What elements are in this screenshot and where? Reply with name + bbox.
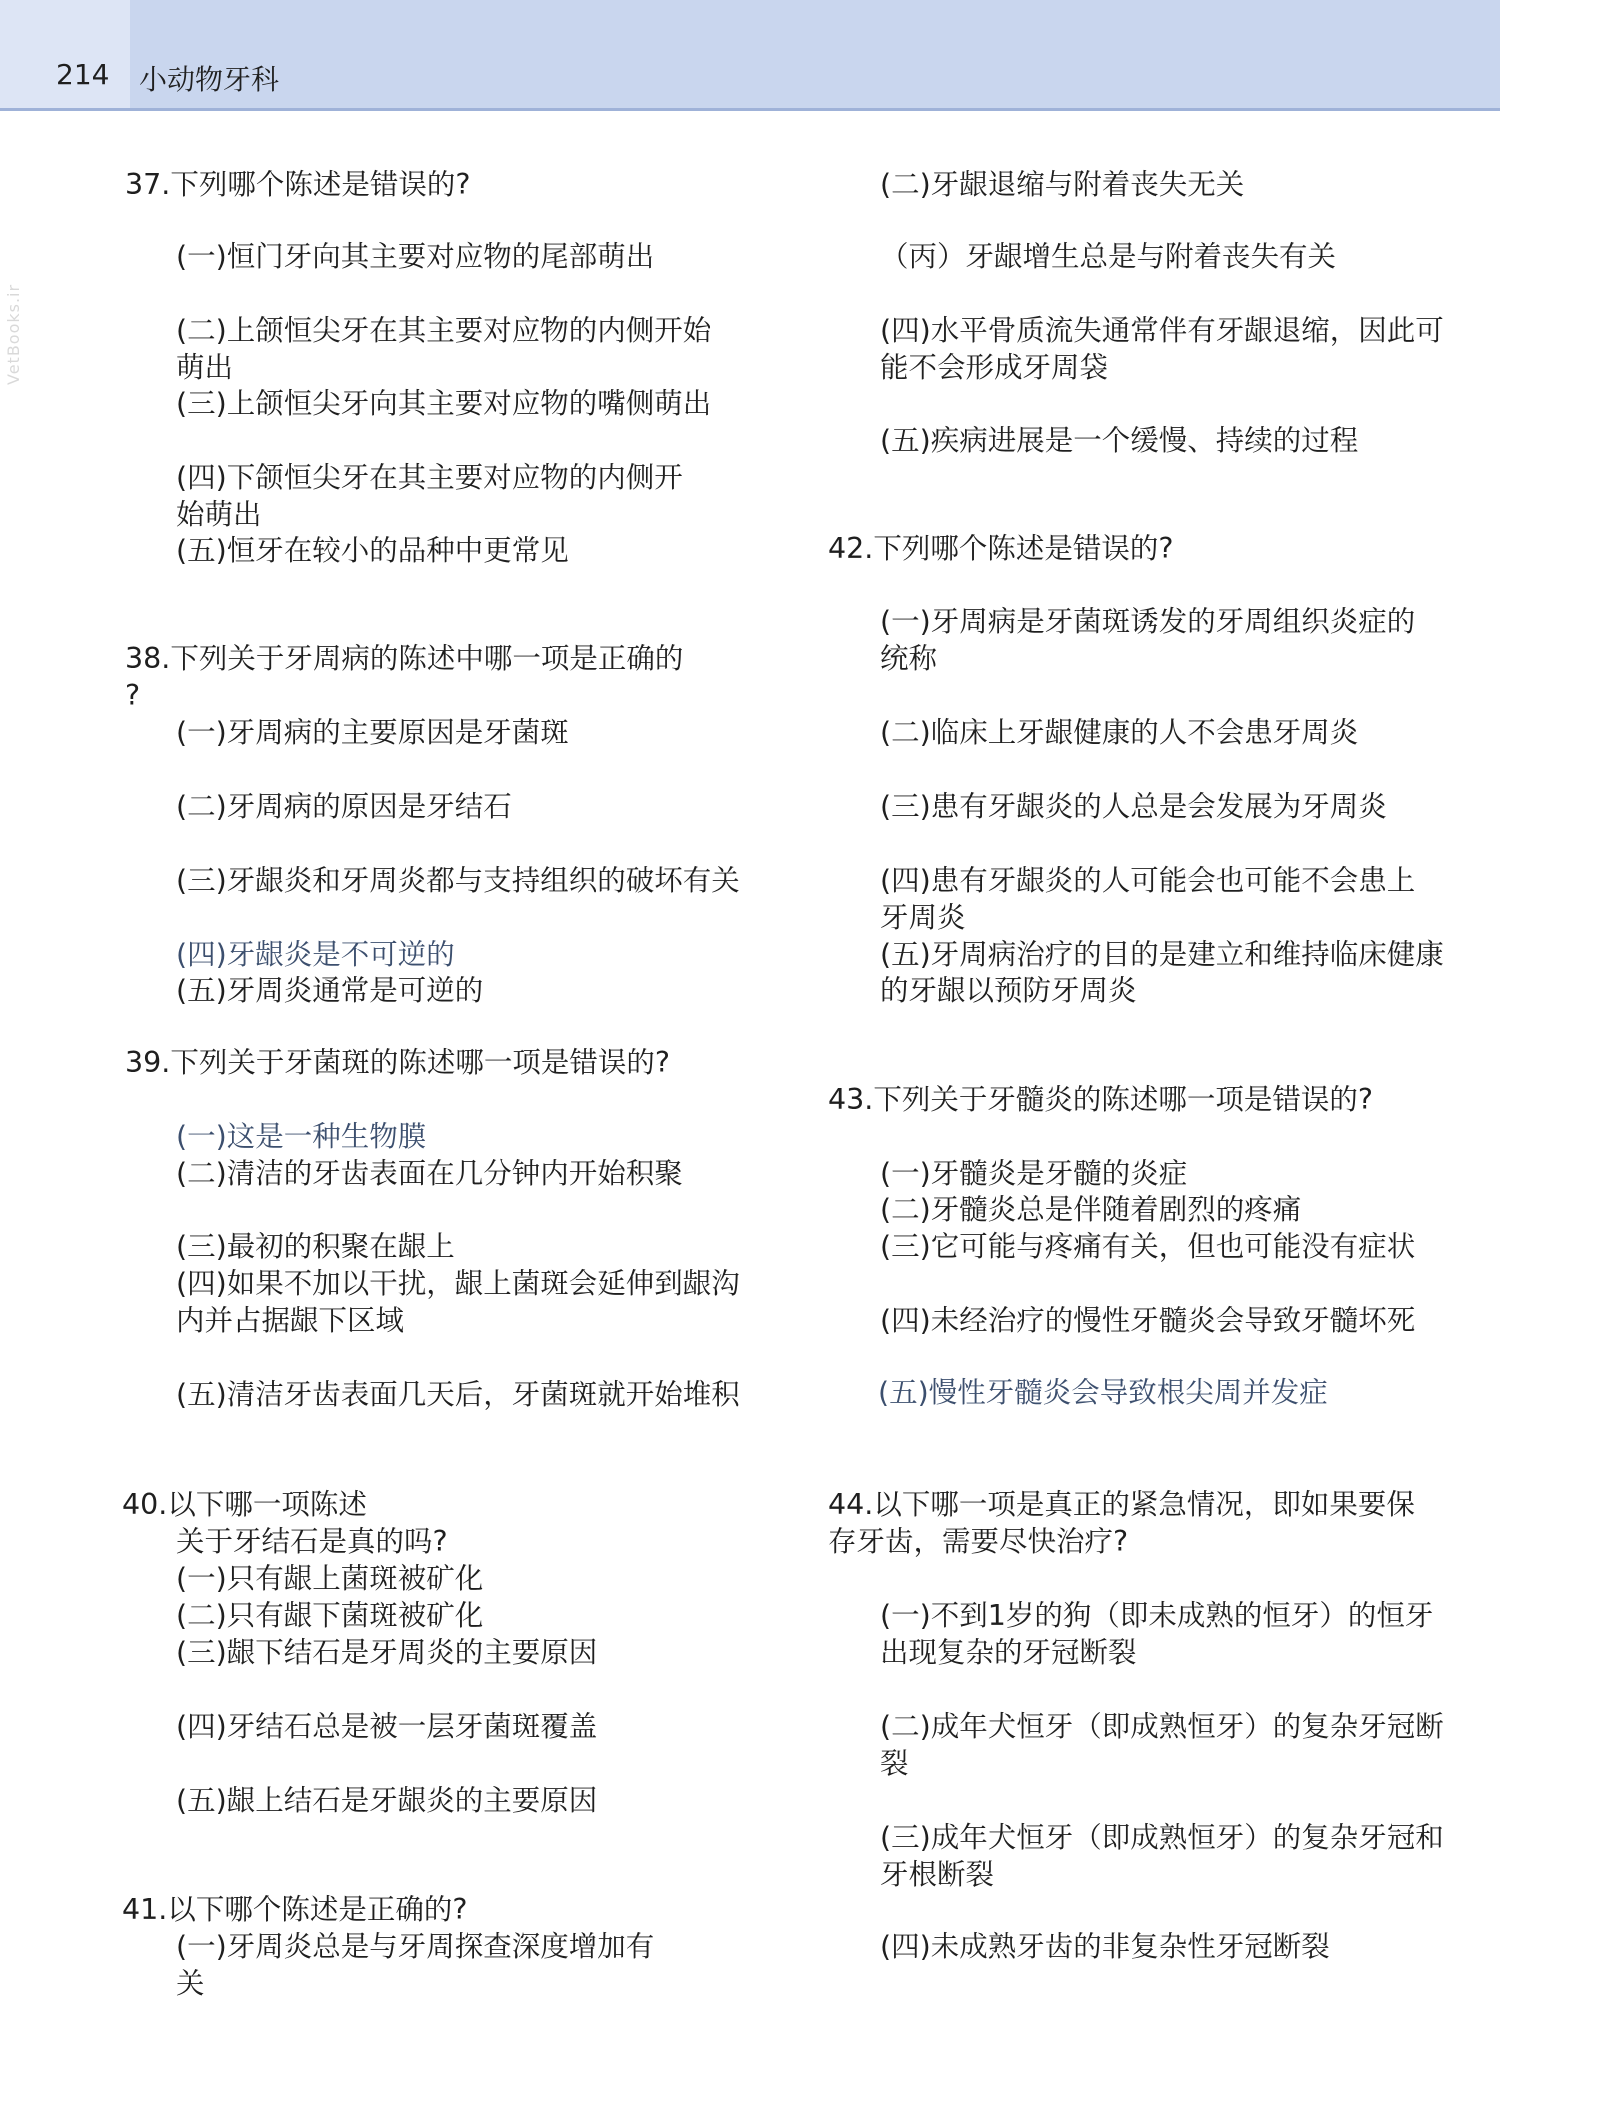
q37-option-a: (一)恒门牙向其主要对应物的尾部萌出 [176, 240, 655, 273]
q38-option-c: (三)牙龈炎和牙周炎都与支持组织的破坏有关 [176, 864, 740, 897]
q42-option-e-line1: (五)牙周病治疗的目的是建立和维持临床健康 [880, 938, 1444, 971]
q42-option-e-line2: 的牙龈以预防牙周炎 [880, 974, 1137, 1007]
q40-option-e: (五)龈上结石是牙龈炎的主要原因 [176, 1784, 598, 1817]
q42-option-a-line1: (一)牙周病是牙菌斑诱发的牙周组织炎症的 [880, 605, 1416, 638]
q38-option-e: (五)牙周炎通常是可逆的 [176, 974, 484, 1007]
question-39: 39.下列关于牙菌斑的陈述哪一项是错误的? [125, 1046, 670, 1079]
q43-option-b: (二)牙髓炎总是伴随着剧烈的疼痛 [880, 1193, 1302, 1226]
question-38-line1: 38.下列关于牙周病的陈述中哪一项是正确的 [125, 642, 684, 675]
question-43: 43.下列关于牙髓炎的陈述哪一项是错误的? [828, 1083, 1373, 1116]
q43-option-e: (五)慢性牙髓炎会导致根尖周并发症 [878, 1376, 1328, 1409]
q39-option-b: (二)清洁的牙齿表面在几分钟内开始积聚 [176, 1157, 683, 1190]
q38-option-b: (二)牙周病的原因是牙结石 [176, 790, 512, 823]
q38-option-a: (一)牙周病的主要原因是牙菌斑 [176, 716, 569, 749]
q44-option-d: (四)未成熟牙齿的非复杂性牙冠断裂 [880, 1930, 1330, 1963]
q37-option-d-line1: (四)下颌恒尖牙在其主要对应物的内侧开 [176, 461, 683, 494]
question-38-line2: ? [125, 679, 141, 712]
q41-option-b: (二)牙龈退缩与附着丧失无关 [880, 168, 1245, 201]
q41-option-a-line2: 关 [176, 1967, 205, 2000]
q43-option-c: (三)它可能与疼痛有关，但也可能没有症状 [880, 1230, 1416, 1263]
q44-option-b-line2: 裂 [880, 1747, 909, 1780]
q42-option-a-line2: 统称 [880, 642, 938, 675]
q40-option-c: (三)龈下结石是牙周炎的主要原因 [176, 1636, 598, 1669]
question-44-line2: 存牙齿，需要尽快治疗? [828, 1525, 1129, 1558]
q41-option-d-line1: (四)水平骨质流失通常伴有牙龈退缩，因此可 [880, 314, 1444, 347]
q44-option-a-line1: (一)不到1岁的狗（即未成熟的恒牙）的恒牙 [880, 1599, 1434, 1632]
question-37: 37.下列哪个陈述是错误的? [125, 168, 471, 201]
q44-option-b-line1: (二)成年犬恒牙（即成熟恒牙）的复杂牙冠断 [880, 1710, 1444, 1743]
q37-option-b-line2: 萌出 [176, 351, 234, 384]
q41-option-c: （丙）牙龈增生总是与附着丧失有关 [880, 240, 1337, 273]
q42-option-c: (三)患有牙龈炎的人总是会发展为牙周炎 [880, 790, 1387, 823]
q43-option-a: (一)牙髓炎是牙髓的炎症 [880, 1157, 1188, 1190]
q44-option-a-line2: 出现复杂的牙冠断裂 [880, 1636, 1137, 1669]
q39-option-c: (三)最初的积聚在龈上 [176, 1230, 455, 1263]
q39-option-d-line1: (四)如果不加以干扰，龈上菌斑会延伸到龈沟 [176, 1267, 740, 1300]
q41-option-e: (五)疾病进展是一个缓慢、持续的过程 [880, 424, 1359, 457]
question-41: 41.以下哪个陈述是正确的? [122, 1893, 468, 1926]
q42-option-b: (二)临床上牙龈健康的人不会患牙周炎 [880, 716, 1359, 749]
page-header-band [0, 0, 1500, 111]
q40-option-d: (四)牙结石总是被一层牙菌斑覆盖 [176, 1710, 598, 1743]
q40-option-a: (一)只有龈上菌斑被矿化 [176, 1562, 484, 1595]
q44-option-c-line1: (三)成年犬恒牙（即成熟恒牙）的复杂牙冠和 [880, 1821, 1444, 1854]
question-40-line2: 关于牙结石是真的吗? [176, 1525, 448, 1558]
q40-option-b: (二)只有龈下菌斑被矿化 [176, 1599, 484, 1632]
q37-option-d-line2: 始萌出 [176, 498, 262, 531]
q42-option-d-line2: 牙周炎 [880, 901, 966, 934]
q42-option-d-line1: (四)患有牙龈炎的人可能会也可能不会患上 [880, 864, 1416, 897]
q37-option-c: (三)上颌恒尖牙向其主要对应物的嘴侧萌出 [176, 387, 712, 420]
q39-option-e: (五)清洁牙齿表面几天后，牙菌斑就开始堆积 [176, 1378, 740, 1411]
q37-option-b-line1: (二)上颌恒尖牙在其主要对应物的内侧开始 [176, 314, 712, 347]
q39-option-d-line2: 内并占据龈下区域 [176, 1304, 405, 1337]
q41-option-d-line2: 能不会形成牙周袋 [880, 351, 1109, 384]
question-42: 42.下列哪个陈述是错误的? [828, 532, 1174, 565]
q39-option-a: (一)这是一种生物膜 [176, 1120, 427, 1153]
question-40-line1: 40.以下哪一项陈述 [122, 1488, 367, 1521]
q38-option-d: (四)牙龈炎是不可逆的 [176, 938, 455, 971]
page-number-tab [0, 0, 130, 108]
q37-option-e: (五)恒牙在较小的品种中更常见 [176, 534, 569, 567]
book-title: 小动物牙科 [139, 63, 280, 96]
q41-option-a-line1: (一)牙周炎总是与牙周探查深度增加有 [176, 1930, 655, 1963]
question-44-line1: 44.以下哪一项是真正的紧急情况，即如果要保 [828, 1488, 1415, 1521]
watermark: VetBooks.ir [4, 283, 23, 385]
q43-option-d: (四)未经治疗的慢性牙髓炎会导致牙髓坏死 [880, 1304, 1416, 1337]
page-number: 214 [56, 58, 110, 91]
q44-option-c-line2: 牙根断裂 [880, 1858, 995, 1891]
